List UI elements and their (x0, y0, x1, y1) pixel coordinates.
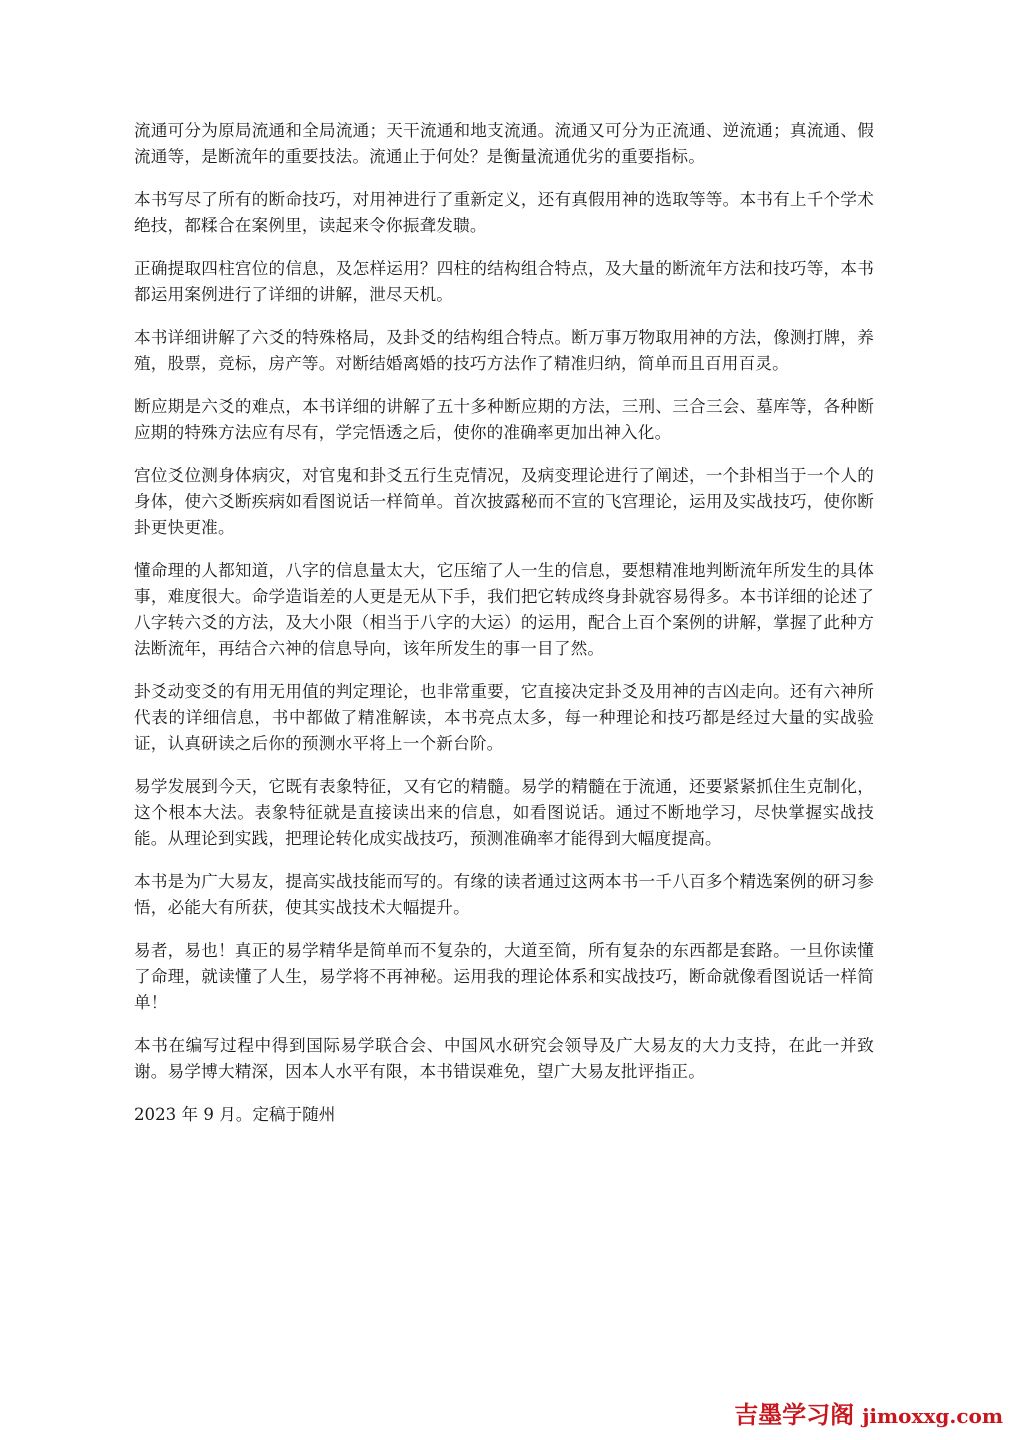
paragraph-sizhu-gongwei: 正确提取四柱宫位的信息，及怎样运用？四柱的结构组合特点，及大量的断流年方法和技巧等，本书都运用案例进行了详细的讲解，泄尽天机。 (134, 259, 874, 304)
watermark-site-url: jimoxxg.com (862, 1404, 1003, 1428)
paragraph-liutong: 流通可分为原局流通和全局流通；天干流通和地支流通。流通又可分为正流通、逆流通；真流通、假流通等，是断流年的重要技法。流通止于何处？是衡量流通优劣的重要指标。 (134, 121, 874, 166)
paragraph-shenti-bingzai: 宫位爻位测身体病灾，对官鬼和卦爻五行生克情况，及病变理论进行了阐述，一个卦相当于一个人的身体，使六爻断疾病如看图说话一样简单。首次披露秘而不宣的飞宫理论，运用及实战技巧，使你断卦更快更准。 (134, 466, 874, 537)
date-line: 2023 年 9 月。定稿于随州 (134, 1105, 336, 1124)
paragraph-liuyao-geju: 本书详细讲解了六爻的特殊格局，及卦爻的结构组合特点。断万事万物取用神的方法，像测打牌，养殖，股票，竞标，房产等。对断结婚离婚的技巧方法作了精准归纳，简单而且百用百灵。 (134, 328, 874, 373)
paragraph-bazi-zhuan-liuyao: 懂命理的人都知道，八字的信息量太大，它压缩了人一生的信息，要想精准地判断流年所发生的具体事，难度很大。命学造诣差的人更是无从下手，我们把它转成终身卦就容易得多。本书详细的论述了八字转六爻的方法，及大小限（相当于八字的大运）的运用，配合上百个案例的讲解，掌握了此种方法断流年，再结合六神的信息导向，该年所发生的事一目了然。 (134, 561, 874, 658)
paragraph-yingqi: 断应期是六爻的难点，本书详细的讲解了五十多种断应期的方法，三刑、三合三会、墓库等，各种断应期的特殊方法应有尽有，学完悟透之后，使你的准确率更加出神入化。 (134, 397, 874, 442)
site-watermark (734, 1395, 1003, 1430)
paragraph-yixue-fazhan: 易学发展到今天，它既有表象特征，又有它的精髓。易学的精髓在于流通，还要紧紧抓住生克制化，这个根本大法。表象特征就是直接读出来的信息，如看图说话。通过不断地学习，尽快掌握实战技能。从理论到实践，把理论转化成实战技巧，预测准确率才能得到大幅度提高。 (134, 777, 874, 848)
paragraph-zhixie: 本书在编写过程中得到国际易学联合会、中国风水研究会领导及广大易友的大力支持，在此一并致谢。易学博大精深，因本人水平有限，本书错误难免，望广大易友批评指正。 (134, 1036, 874, 1081)
watermark-site-name: 吉墨学习阁 (734, 1401, 855, 1429)
paragraph-benshu-mudi: 本书是为广大易友，提高实战技能而写的。有缘的读者通过这两本书一千八百多个精选案例的研习参悟，必能大有所获，使其实战技术大幅提升。 (134, 872, 874, 917)
paragraph-duanming-jiqiao: 本书写尽了所有的断命技巧，对用神进行了重新定义，还有真假用神的选取等等。本书有上千个学术绝技，都糅合在案例里，读起来令你振聋发聩。 (134, 190, 874, 235)
paragraph-yizhe-yiye: 易者，易也！真正的易学精华是简单而不复杂的，大道至简，所有复杂的东西都是套路。一旦你读懂了命理，就读懂了人生，易学将不再神秘。运用我的理论体系和实战技巧，断命就像看图说话一样简单！ (134, 941, 874, 1012)
paragraph-dongbianyao: 卦爻动变爻的有用无用值的判定理论，也非常重要，它直接决定卦爻及用神的吉凶走向。还有六神所代表的详细信息，书中都做了精准解读，本书亮点太多，每一种理论和技巧都是经过大量的实战验证，认真研读之后你的预测水平将上一个新台阶。 (134, 682, 874, 753)
document-body (134, 118, 874, 1128)
